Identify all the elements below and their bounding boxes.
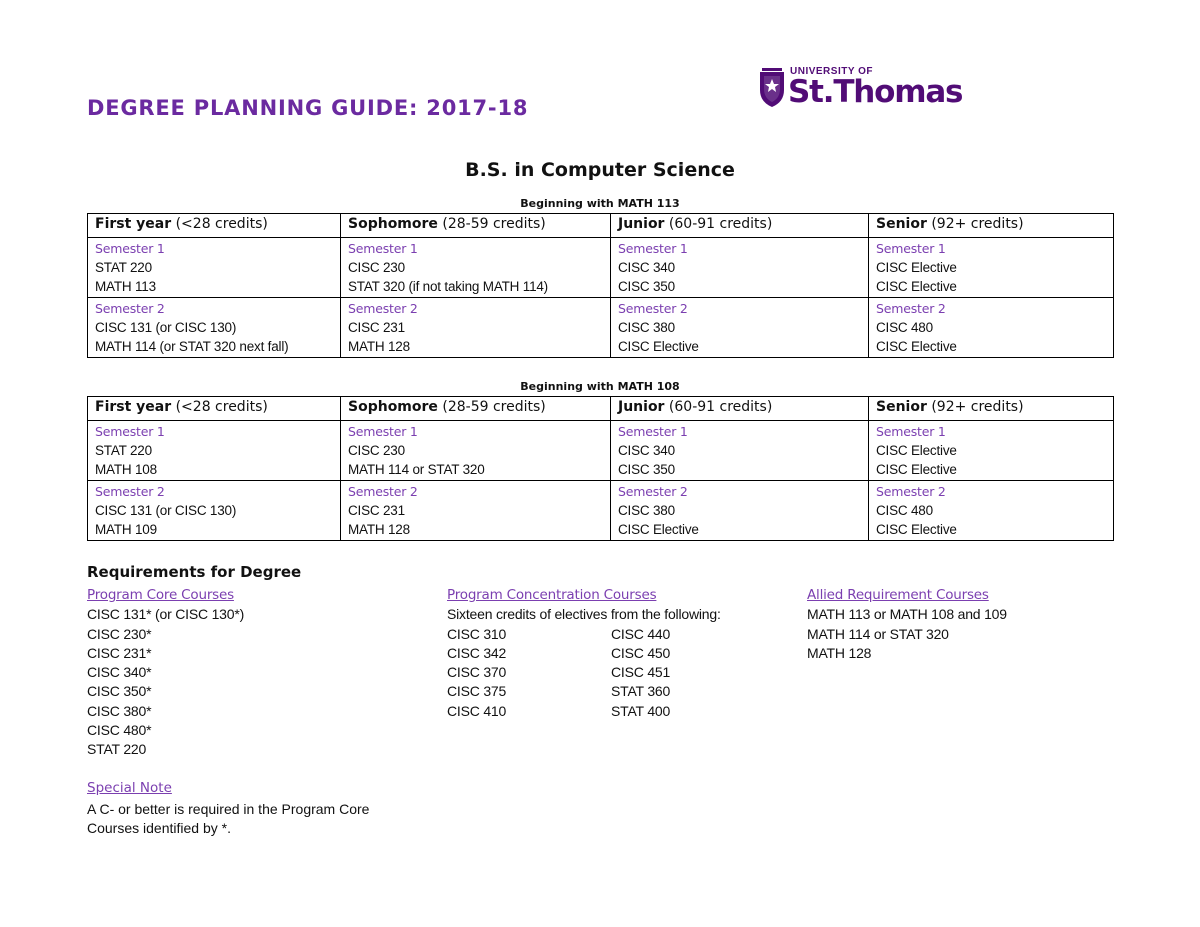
course-line: MATH 113 bbox=[95, 279, 156, 294]
list-item: MATH 113 or MATH 108 and 109 bbox=[807, 606, 1007, 623]
list-item: CISC 342 bbox=[447, 644, 507, 661]
special-note-text: A C- or better is required in the Program Core bbox=[87, 800, 370, 817]
plan-cell bbox=[88, 421, 341, 481]
table-caption-math113: Beginning with MATH 113 bbox=[520, 197, 680, 210]
col-header-first-year: First year (<28 credits) bbox=[88, 397, 341, 421]
semester-label: Semester 2 bbox=[95, 301, 165, 316]
document-title: B.S. in Computer Science bbox=[465, 159, 735, 181]
course-line: CISC Elective bbox=[618, 522, 699, 537]
col-header-senior: Senior (92+ credits) bbox=[869, 214, 1114, 238]
course-line: MATH 128 bbox=[348, 522, 410, 537]
list-item: CISC 375 bbox=[447, 683, 507, 700]
plan-cell bbox=[869, 421, 1114, 481]
semester-label: Semester 2 bbox=[876, 484, 946, 499]
course-line: CISC Elective bbox=[618, 339, 699, 354]
table-row bbox=[88, 421, 1114, 481]
course-line: CISC 380 bbox=[618, 503, 675, 518]
list-item: CISC 440 bbox=[611, 625, 671, 642]
list-item: CISC 310 bbox=[447, 625, 507, 642]
course-line: CISC 231 bbox=[348, 503, 405, 518]
list-item: CISC 450 bbox=[611, 644, 671, 661]
plan-cell bbox=[341, 481, 611, 541]
course-line: CISC 230 bbox=[348, 443, 405, 458]
list-item: MATH 128 bbox=[807, 644, 872, 661]
electives-column-a bbox=[447, 625, 506, 721]
col-header-senior: Senior (92+ credits) bbox=[869, 397, 1114, 421]
course-line: CISC Elective bbox=[876, 279, 957, 294]
list-item: CISC 380* bbox=[87, 702, 152, 719]
plan-cell bbox=[341, 298, 611, 358]
course-line: CISC 380 bbox=[618, 320, 675, 335]
col-header-sophomore: Sophomore (28-59 credits) bbox=[341, 214, 611, 238]
list-item: CISC 451 bbox=[611, 664, 671, 681]
course-line: CISC Elective bbox=[876, 522, 957, 537]
list-item: CISC 230* bbox=[87, 625, 152, 642]
course-line: MATH 114 (or STAT 320 next fall) bbox=[95, 339, 289, 354]
crest-icon bbox=[758, 68, 786, 108]
col-header-sophomore: Sophomore (28-59 credits) bbox=[341, 397, 611, 421]
col-header-junior: Junior (60-91 credits) bbox=[611, 214, 869, 238]
table-caption-math108: Beginning with MATH 108 bbox=[520, 380, 680, 393]
plan-cell bbox=[611, 238, 869, 298]
course-line: MATH 114 or STAT 320 bbox=[348, 462, 485, 477]
plan-cell bbox=[611, 421, 869, 481]
requirements-heading: Requirements for Degree bbox=[87, 563, 302, 581]
semester-label: Semester 1 bbox=[95, 241, 165, 256]
semester-label: Semester 1 bbox=[876, 241, 946, 256]
concentration-courses-section bbox=[447, 586, 721, 719]
list-item: STAT 220 bbox=[87, 741, 147, 758]
course-line: STAT 320 (if not taking MATH 114) bbox=[348, 279, 548, 294]
list-item: MATH 114 or STAT 320 bbox=[807, 625, 949, 642]
list-item: CISC 370 bbox=[447, 664, 507, 681]
plan-table-math113 bbox=[87, 213, 1114, 358]
semester-label: Semester 2 bbox=[348, 301, 418, 316]
guide-title: DEGREE PLANNING GUIDE: 2017-18 bbox=[87, 96, 529, 120]
course-line: CISC Elective bbox=[876, 443, 957, 458]
allied-courses-section bbox=[807, 586, 1007, 663]
course-line: CISC 131 (or CISC 130) bbox=[95, 503, 237, 518]
plan-cell bbox=[611, 298, 869, 358]
special-note-section bbox=[87, 779, 397, 839]
plan-cell bbox=[88, 298, 341, 358]
semester-label: Semester 1 bbox=[348, 424, 418, 439]
plan-cell bbox=[869, 298, 1114, 358]
course-line: CISC Elective bbox=[876, 260, 957, 275]
plan-cell bbox=[869, 238, 1114, 298]
plan-table-math108 bbox=[87, 396, 1114, 541]
semester-label: Semester 1 bbox=[348, 241, 418, 256]
course-line: CISC Elective bbox=[876, 462, 957, 477]
list-item: STAT 400 bbox=[611, 702, 671, 719]
logo-main-text: St.Thomas bbox=[788, 74, 963, 110]
course-line: CISC 480 bbox=[876, 320, 933, 335]
table-header-row bbox=[88, 397, 1114, 421]
course-line: CISC 340 bbox=[618, 443, 675, 458]
col-header-first-year: First year (<28 credits) bbox=[88, 214, 341, 238]
table-row bbox=[88, 238, 1114, 298]
course-line: MATH 109 bbox=[95, 522, 157, 537]
allied-courses-heading: Allied Requirement Courses bbox=[807, 587, 989, 603]
plan-cell bbox=[341, 238, 611, 298]
table-header-row bbox=[88, 214, 1114, 238]
plan-cell bbox=[869, 481, 1114, 541]
course-line: CISC 131 (or CISC 130) bbox=[95, 320, 237, 335]
table-row bbox=[88, 298, 1114, 358]
semester-label: Semester 2 bbox=[348, 484, 418, 499]
semester-label: Semester 2 bbox=[876, 301, 946, 316]
course-line: CISC 480 bbox=[876, 503, 933, 518]
semester-label: Semester 1 bbox=[618, 241, 688, 256]
plan-cell bbox=[88, 238, 341, 298]
list-item: CISC 231* bbox=[87, 644, 152, 661]
course-line: CISC 350 bbox=[618, 462, 675, 477]
semester-label: Semester 2 bbox=[618, 484, 688, 499]
course-line: MATH 108 bbox=[95, 462, 157, 477]
course-line: CISC Elective bbox=[876, 339, 957, 354]
core-courses-heading: Program Core Courses bbox=[87, 587, 234, 603]
list-item: CISC 350* bbox=[87, 683, 152, 700]
electives-column-b bbox=[611, 625, 670, 721]
semester-label: Semester 1 bbox=[876, 424, 946, 439]
concentration-intro: Sixteen credits of electives from the following: bbox=[447, 606, 721, 623]
course-line: MATH 128 bbox=[348, 339, 410, 354]
semester-label: Semester 1 bbox=[618, 424, 688, 439]
list-item: CISC 340* bbox=[87, 664, 152, 681]
special-note-text: Courses identified by *. bbox=[87, 820, 231, 836]
list-item: CISC 410 bbox=[447, 702, 507, 719]
course-line: CISC 231 bbox=[348, 320, 405, 335]
course-line: CISC 230 bbox=[348, 260, 405, 275]
course-line: STAT 220 bbox=[95, 443, 152, 458]
special-note-heading: Special Note bbox=[87, 780, 172, 796]
course-line: CISC 350 bbox=[618, 279, 675, 294]
col-header-junior: Junior (60-91 credits) bbox=[611, 397, 869, 421]
plan-cell bbox=[341, 421, 611, 481]
course-line: CISC 340 bbox=[618, 260, 675, 275]
concentration-courses-heading: Program Concentration Courses bbox=[447, 587, 657, 603]
table-row bbox=[88, 481, 1114, 541]
core-courses-section bbox=[87, 586, 244, 760]
university-logo bbox=[758, 66, 963, 112]
semester-label: Semester 2 bbox=[618, 301, 688, 316]
semester-label: Semester 2 bbox=[95, 484, 165, 499]
semester-label: Semester 1 bbox=[95, 424, 165, 439]
logo-top-text: UNIVERSITY OF bbox=[790, 66, 873, 77]
list-item: CISC 131* (or CISC 130*) bbox=[87, 606, 245, 623]
plan-cell bbox=[611, 481, 869, 541]
course-line: STAT 220 bbox=[95, 260, 152, 275]
list-item: STAT 360 bbox=[611, 683, 671, 700]
list-item: CISC 480* bbox=[87, 722, 152, 739]
plan-cell bbox=[88, 481, 341, 541]
